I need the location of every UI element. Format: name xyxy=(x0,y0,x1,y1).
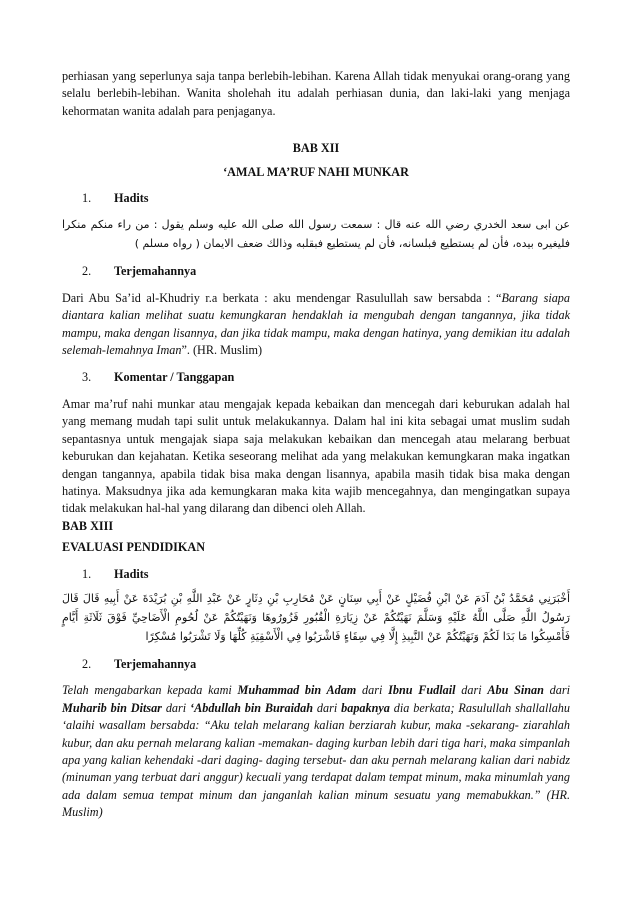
translation-segment: dia berkata; Rasulullah shallallahu ‘alaihi wasallam bersabda: “Aku telah melarang kalian berziarah kubur, maka -sekarang- ziarahlah kubur, dan aku pernah melarang kalian -memakan- daging kurban lebih dari tiga hari, maka simpanlah apa yang kalian kehendaki -dari daging- daging tersebut- dan aku pernah melarang kalian dari nabidz (minuman yang terbuat dari anggur) kecuali yang terdapat dalam tempat minum, maka minumlah yang ada dalam semua tempat minum dan janganlah kalian minum sesuatu yang memabukkan.” (HR. Muslim) xyxy=(62,700,570,820)
bab13-arabic-hadith: أَخْبَرَنِي مُحَمَّدُ بْنُ آدَمَ عَنْ ابْنِ فُضَيْلٍ عَنْ أَبِي سِنَانٍ عَنْ مُحَارِبِ بْنِ دِثَارٍ عَنْ عَبْدِ اللَّهِ بْنِ بُرَيْدَةَ عَنْ أَبِيهِ قَالَ قَالَ رَسُولُ اللَّهِ صَلَّى اللَّهُ عَلَيْهِ وَسَلَّمَ نَهَيْتُكُمْ عَنْ زِيَارَةِ الْقُبُورِ فَزُورُوهَا وَنَهَيْتُكُمْ عَنْ لُحُومِ الْأَضَاحِيِّ فَوْقَ ثَلَاثَةِ أَيَّامٍ فَأَمْسِكُوا مَا بَدَا لَكُمْ وَنَهَيْتُكُمْ عَنْ النَّبِيذِ إِلَّا فِي سِقَاءٍ فَاشْرَبُوا فِي الْأَسْقِيَةِ كُلِّهَا وَلَا تَشْرَبُوا مُسْكِرًا xyxy=(62,591,570,643)
narrator-name: bapaknya xyxy=(341,700,390,715)
bab12-terjemahan-text xyxy=(62,290,570,360)
bab13-terjemahan-text xyxy=(62,682,570,821)
translation-segment: dari xyxy=(543,683,570,698)
bab12-terjemahan-heading xyxy=(62,263,570,280)
intro-paragraph: perhiasan yang seperlunya saja tanpa berlebih-lebihan. Karena Allah tidak menyukai orang-orang yang selalu berlebih-lebihan. Wanita sholehah itu adalah perhiasan dunia, dan laki-laki yang menjaga kehormatan wanita adalah para penjaganya. xyxy=(62,69,570,118)
narrator-name: Ibnu Fudlail xyxy=(388,683,456,698)
translation-segment: dari xyxy=(455,683,488,698)
translation-segment: dari xyxy=(356,683,389,698)
item-label: Hadits xyxy=(114,191,149,206)
item-label: Hadits xyxy=(114,566,149,581)
item-number: 2. xyxy=(82,656,92,671)
item-number: 1. xyxy=(82,191,92,206)
item-label: Terjemahannya xyxy=(114,264,197,279)
bab13-subtitle: EVALUASI PENDIDIKAN xyxy=(62,540,206,555)
bab12-subtitle: ‘AMAL MA’RUF NAHI MUNKAR xyxy=(223,164,409,179)
bab12-komentar-heading xyxy=(62,369,570,386)
item-number: 2. xyxy=(82,264,92,279)
terjemahan-quote: Barang siapa diantara kalian melihat suatu kemungkaran hendaklah ia mengubah dengan tangannya, jika tidak mampu, maka dengan lisannya, dan jika tidak mampu, maka dengan hatinya, yang demikian itu adalah selemah-lemahnya Iman xyxy=(62,290,570,358)
terjemahan-intro: Dari Abu Sa’id al-Khudriy r.a berkata : aku mendengar Rasulullah saw bersabda : “ xyxy=(62,290,502,305)
bab13-title: BAB XIII xyxy=(62,518,114,533)
bab12-arabic-hadith: عن ابى سعد الخدري رضي الله عنه قال : سمعت رسول الله صلى الله عليه وسلم يقول : من راء منكم منكرا فليغيره بيده، فأن لم يستطيع فبلسانه، فأن لم يستطيع فبقلبه وذالك ضعف الايمان ( رواه مسلم ) xyxy=(62,218,570,251)
bab13-terjemahan-heading xyxy=(62,656,570,673)
bab12-komentar-text: Amar ma’ruf nahi munkar atau mengajak kepada kebaikan dan mencegah dari keburukan adalah hal yang memang mudah tapi sulit untuk melakukannya. Dalam hal ini kita sebagai umat muslim sudah sepantasnya untuk mengajak siapa saja melakukan kebaikan dan mencegah atau melarang berbuat keburukan dan kejahatan. Ketika seseorang melihat ada yang melakukan kemungkaran maka ingatkan dengan tangannya, apabila tidak bisa maka dengan lisannya, apabila masih tidak bisa maka dengan hatinya. Maksudnya jika ada kemungkaran maka kita wajib mencegahnya, dan mengingatkan supaya tidak melakukan hal-hal yang dilarang dan dibenci oleh Allah. xyxy=(62,396,570,516)
item-label: Terjemahannya xyxy=(114,656,197,671)
item-label: Komentar / Tanggapan xyxy=(114,370,235,385)
bab12-title: BAB XII xyxy=(292,141,340,156)
translation-segment: dari xyxy=(313,700,342,715)
item-number: 3. xyxy=(82,370,92,385)
item-number: 1. xyxy=(82,566,92,581)
terjemahan-end: ”. (HR. Muslim) xyxy=(181,343,263,358)
narrator-name: ‘Abdullah bin Buraidah xyxy=(190,700,313,715)
bab12-hadits-heading xyxy=(62,190,570,207)
document-page xyxy=(62,68,570,822)
translation-segment: dari xyxy=(161,700,191,715)
translation-segment: Telah mengabarkan kepada kami xyxy=(62,683,238,698)
narrator-name: Muharib bin Ditsar xyxy=(62,700,162,715)
narrator-name: Abu Sinan xyxy=(487,683,544,698)
bab13-hadits-heading xyxy=(62,566,570,583)
narrator-name: Muhammad bin Adam xyxy=(237,683,357,698)
